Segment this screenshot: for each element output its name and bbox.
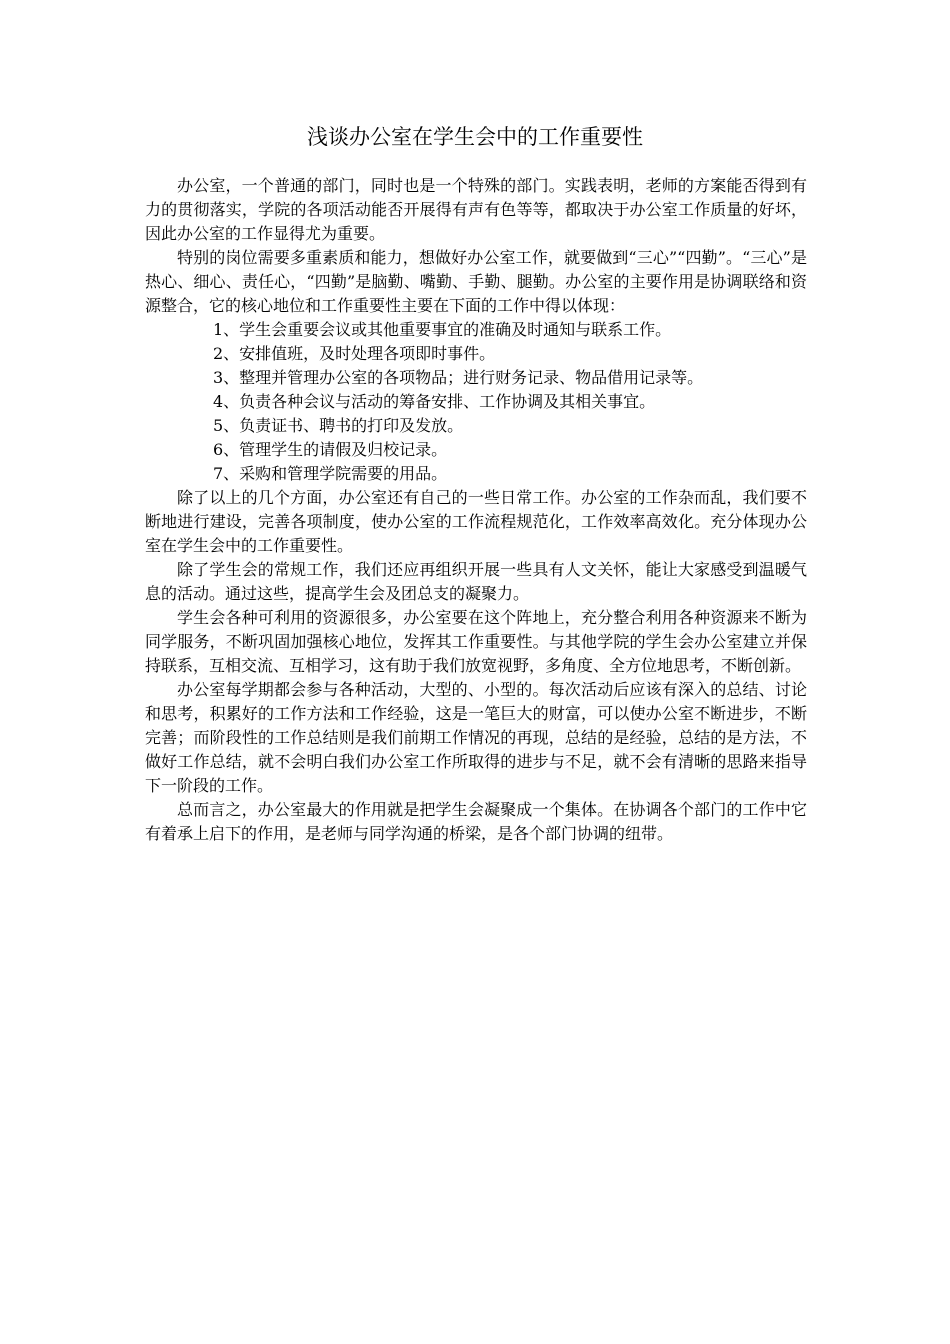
duties-list bbox=[145, 318, 807, 486]
paragraph-closing-2: 除了学生会的常规工作，我们还应再组织开展一些具有人文关怀，能让大家感受到温暖气息的活动。通过这些，提高学生会及团总支的凝聚力。 bbox=[145, 560, 807, 603]
duty-item-3: 3、整理并管理办公室的各项物品；进行财务记录、物品借用记录等。 bbox=[213, 368, 704, 387]
paragraph-closing-3: 学生会各种可利用的资源很多，办公室要在这个阵地上，充分整合利用各种资源来不断为同学服务，不断巩固加强核心地位，发挥其工作重要性。与其他学院的学生会办公室建立并保持联系，互相交流、互相学习，这有助于我们放宽视野，多角度、全方位地思考，不断创新。 bbox=[145, 608, 807, 675]
paragraph-closing-5: 总而言之，办公室最大的作用就是把学生会凝聚成一个集体。在协调各个部门的工作中它有着承上启下的作用，是老师与同学沟通的桥梁，是各个部门协调的纽带。 bbox=[145, 800, 807, 843]
paragraph-closing-1: 除了以上的几个方面，办公室还有自己的一些日常工作。办公室的工作杂而乱，我们要不断地进行建设，完善各项制度，使办公室的工作流程规范化，工作效率高效化。充分体现办公室在学生会中的工作重要性。 bbox=[145, 488, 807, 555]
document-body bbox=[145, 174, 807, 846]
duty-item-5: 5、负责证书、聘书的打印及发放。 bbox=[213, 416, 464, 435]
paragraph-intro-2: 特别的岗位需要多重素质和能力，想做好办公室工作，就要做到“三心”“四勤”。“三心”是热心、细心、责任心，“四勤”是脑勤、嘴勤、手勤、腿勤。办公室的主要作用是协调联络和资源整合，它的核心地位和工作重要性主要在下面的工作中得以体现： bbox=[145, 248, 807, 315]
duty-item-2: 2、安排值班，及时处理各项即时事件。 bbox=[213, 344, 496, 363]
paragraph-intro-1: 办公室，一个普通的部门，同时也是一个特殊的部门。实践表明，老师的方案能否得到有力的贯彻落实，学院的各项活动能否开展得有声有色等等，都取决于办公室工作质量的好坏，因此办公室的工作显得尤为重要。 bbox=[145, 176, 807, 243]
duty-item-1: 1、学生会重要会议或其他重要事宜的准确及时通知与联系工作。 bbox=[213, 320, 672, 339]
duty-item-6: 6、管理学生的请假及归校记录。 bbox=[213, 440, 448, 459]
document-title: 浅谈办公室在学生会中的工作重要性 bbox=[307, 125, 643, 149]
duty-item-4: 4、负责各种会议与活动的筹备安排、工作协调及其相关事宜。 bbox=[213, 392, 656, 411]
paragraph-closing-4: 办公室每学期都会参与各种活动，大型的、小型的。每次活动后应该有深入的总结、讨论和思考，积累好的工作方法和工作经验，这是一笔巨大的财富，可以使办公室不断进步，不断完善；而阶段性的工作总结则是我们前期工作情况的再现，总结的是经验，总结的是方法，不做好工作总结，就不会明白我们办公室工作所取得的进步与不足，就不会有清晰的思路来指导下一阶段的工作。 bbox=[145, 680, 807, 795]
duty-item-7: 7、采购和管理学院需要的用品。 bbox=[213, 464, 448, 483]
